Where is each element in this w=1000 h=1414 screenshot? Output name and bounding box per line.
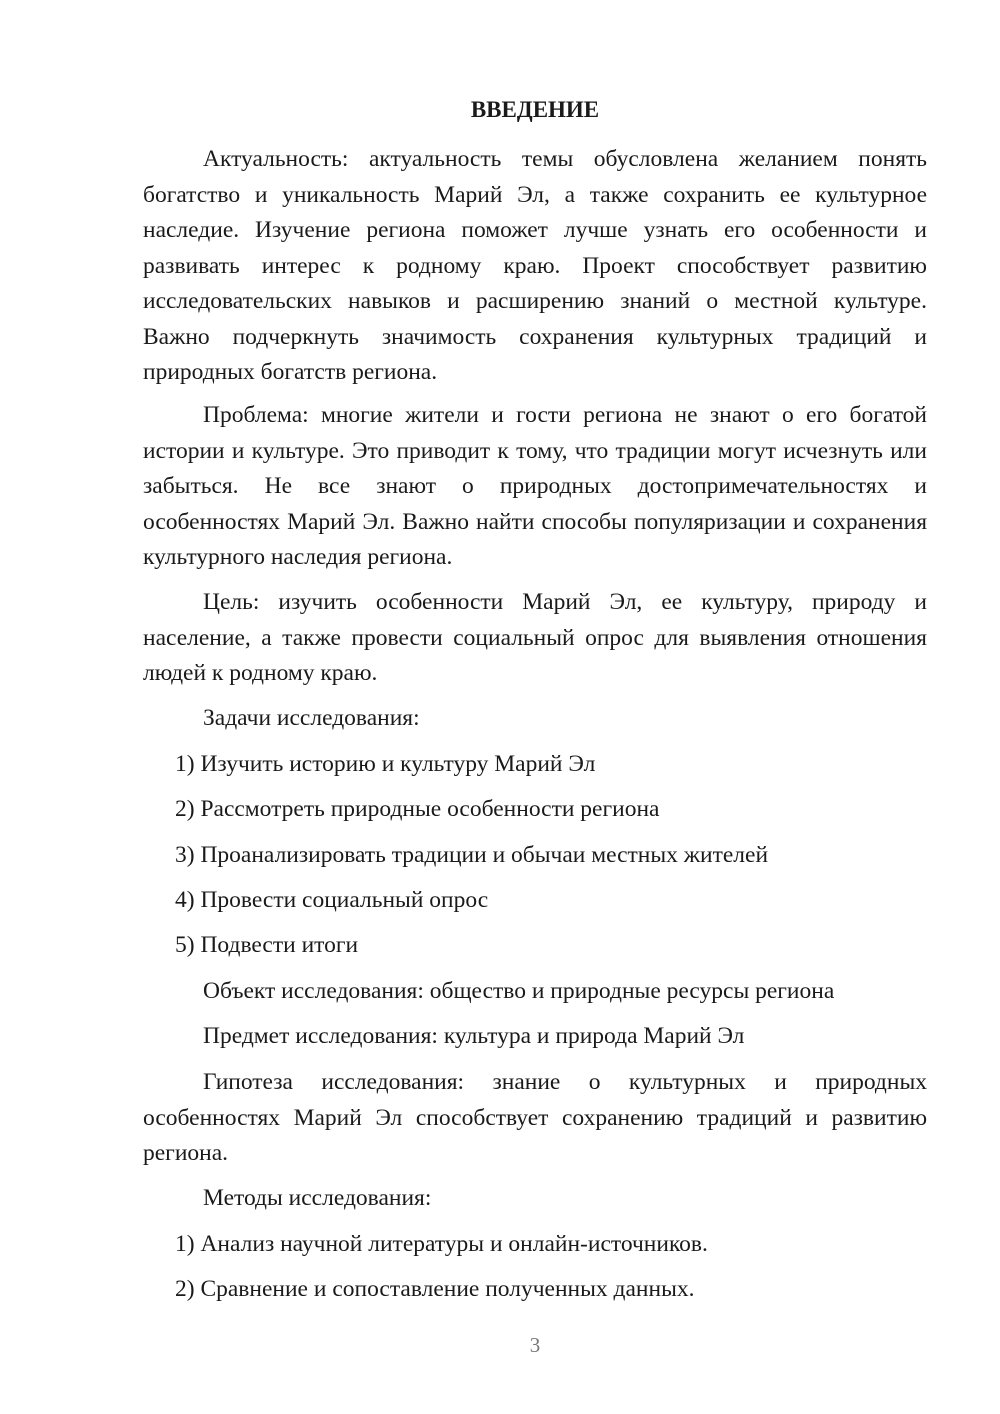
task-item-3: 3) Проанализировать традиции и обычаи местных жителей bbox=[175, 842, 769, 868]
research-subject: Предмет исследования: культура и природа Марий Эл bbox=[203, 1023, 745, 1049]
method-item-2: 2) Сравнение и сопоставление полученных данных. bbox=[175, 1276, 695, 1302]
task-item-2: 2) Рассмотреть природные особенности региона bbox=[175, 796, 660, 822]
goal-paragraph: Цель: изучить особенности Марий Эл, ее культуру, природу и население, а также провести социальный опрос для выявления отношения людей к родному краю. bbox=[143, 589, 927, 686]
research-object: Объект исследования: общество и природные ресурсы региона bbox=[203, 978, 835, 1004]
hypothesis-paragraph: Гипотеза исследования: знание о культурных и природных особенностях Марий Эл способствует сохранению традиций и развитию региона. bbox=[143, 1069, 927, 1166]
task-item-4: 4) Провести социальный опрос bbox=[175, 887, 489, 913]
page-number: 3 bbox=[529, 1333, 541, 1357]
tasks-heading: Задачи исследования: bbox=[203, 705, 420, 731]
task-item-5: 5) Подвести итоги bbox=[175, 932, 359, 958]
task-item-1: 1) Изучить историю и культуру Марий Эл bbox=[175, 751, 596, 777]
problem-paragraph: Проблема: многие жители и гости региона не знают о его богатой истории и культуре. Это приводит к тому, что традиции могут исчезнуть или забыться. Не все знают о природных достопримечательностях и особенностях Марий Эл. Важно найти способы популяризации и сохранения культурного наследия региона. bbox=[143, 402, 927, 570]
page-title: ВВЕДЕНИЕ bbox=[470, 97, 600, 122]
method-item-1: 1) Анализ научной литературы и онлайн-источников. bbox=[175, 1231, 708, 1257]
relevance-paragraph: Актуальность: актуальность темы обусловлена желанием понять богатство и уникальность Марий Эл, а также сохранить ее культурное наследие. Изучение региона поможет лучше узнать его особенности и развивать интерес к родному краю. Проект способствует развитию исследовательских навыков и расширению знаний о местной культуре. Важно подчеркнуть значимость сохранения культурных традиций и природных богатств региона. bbox=[143, 146, 927, 385]
methods-heading: Методы исследования: bbox=[203, 1185, 432, 1211]
